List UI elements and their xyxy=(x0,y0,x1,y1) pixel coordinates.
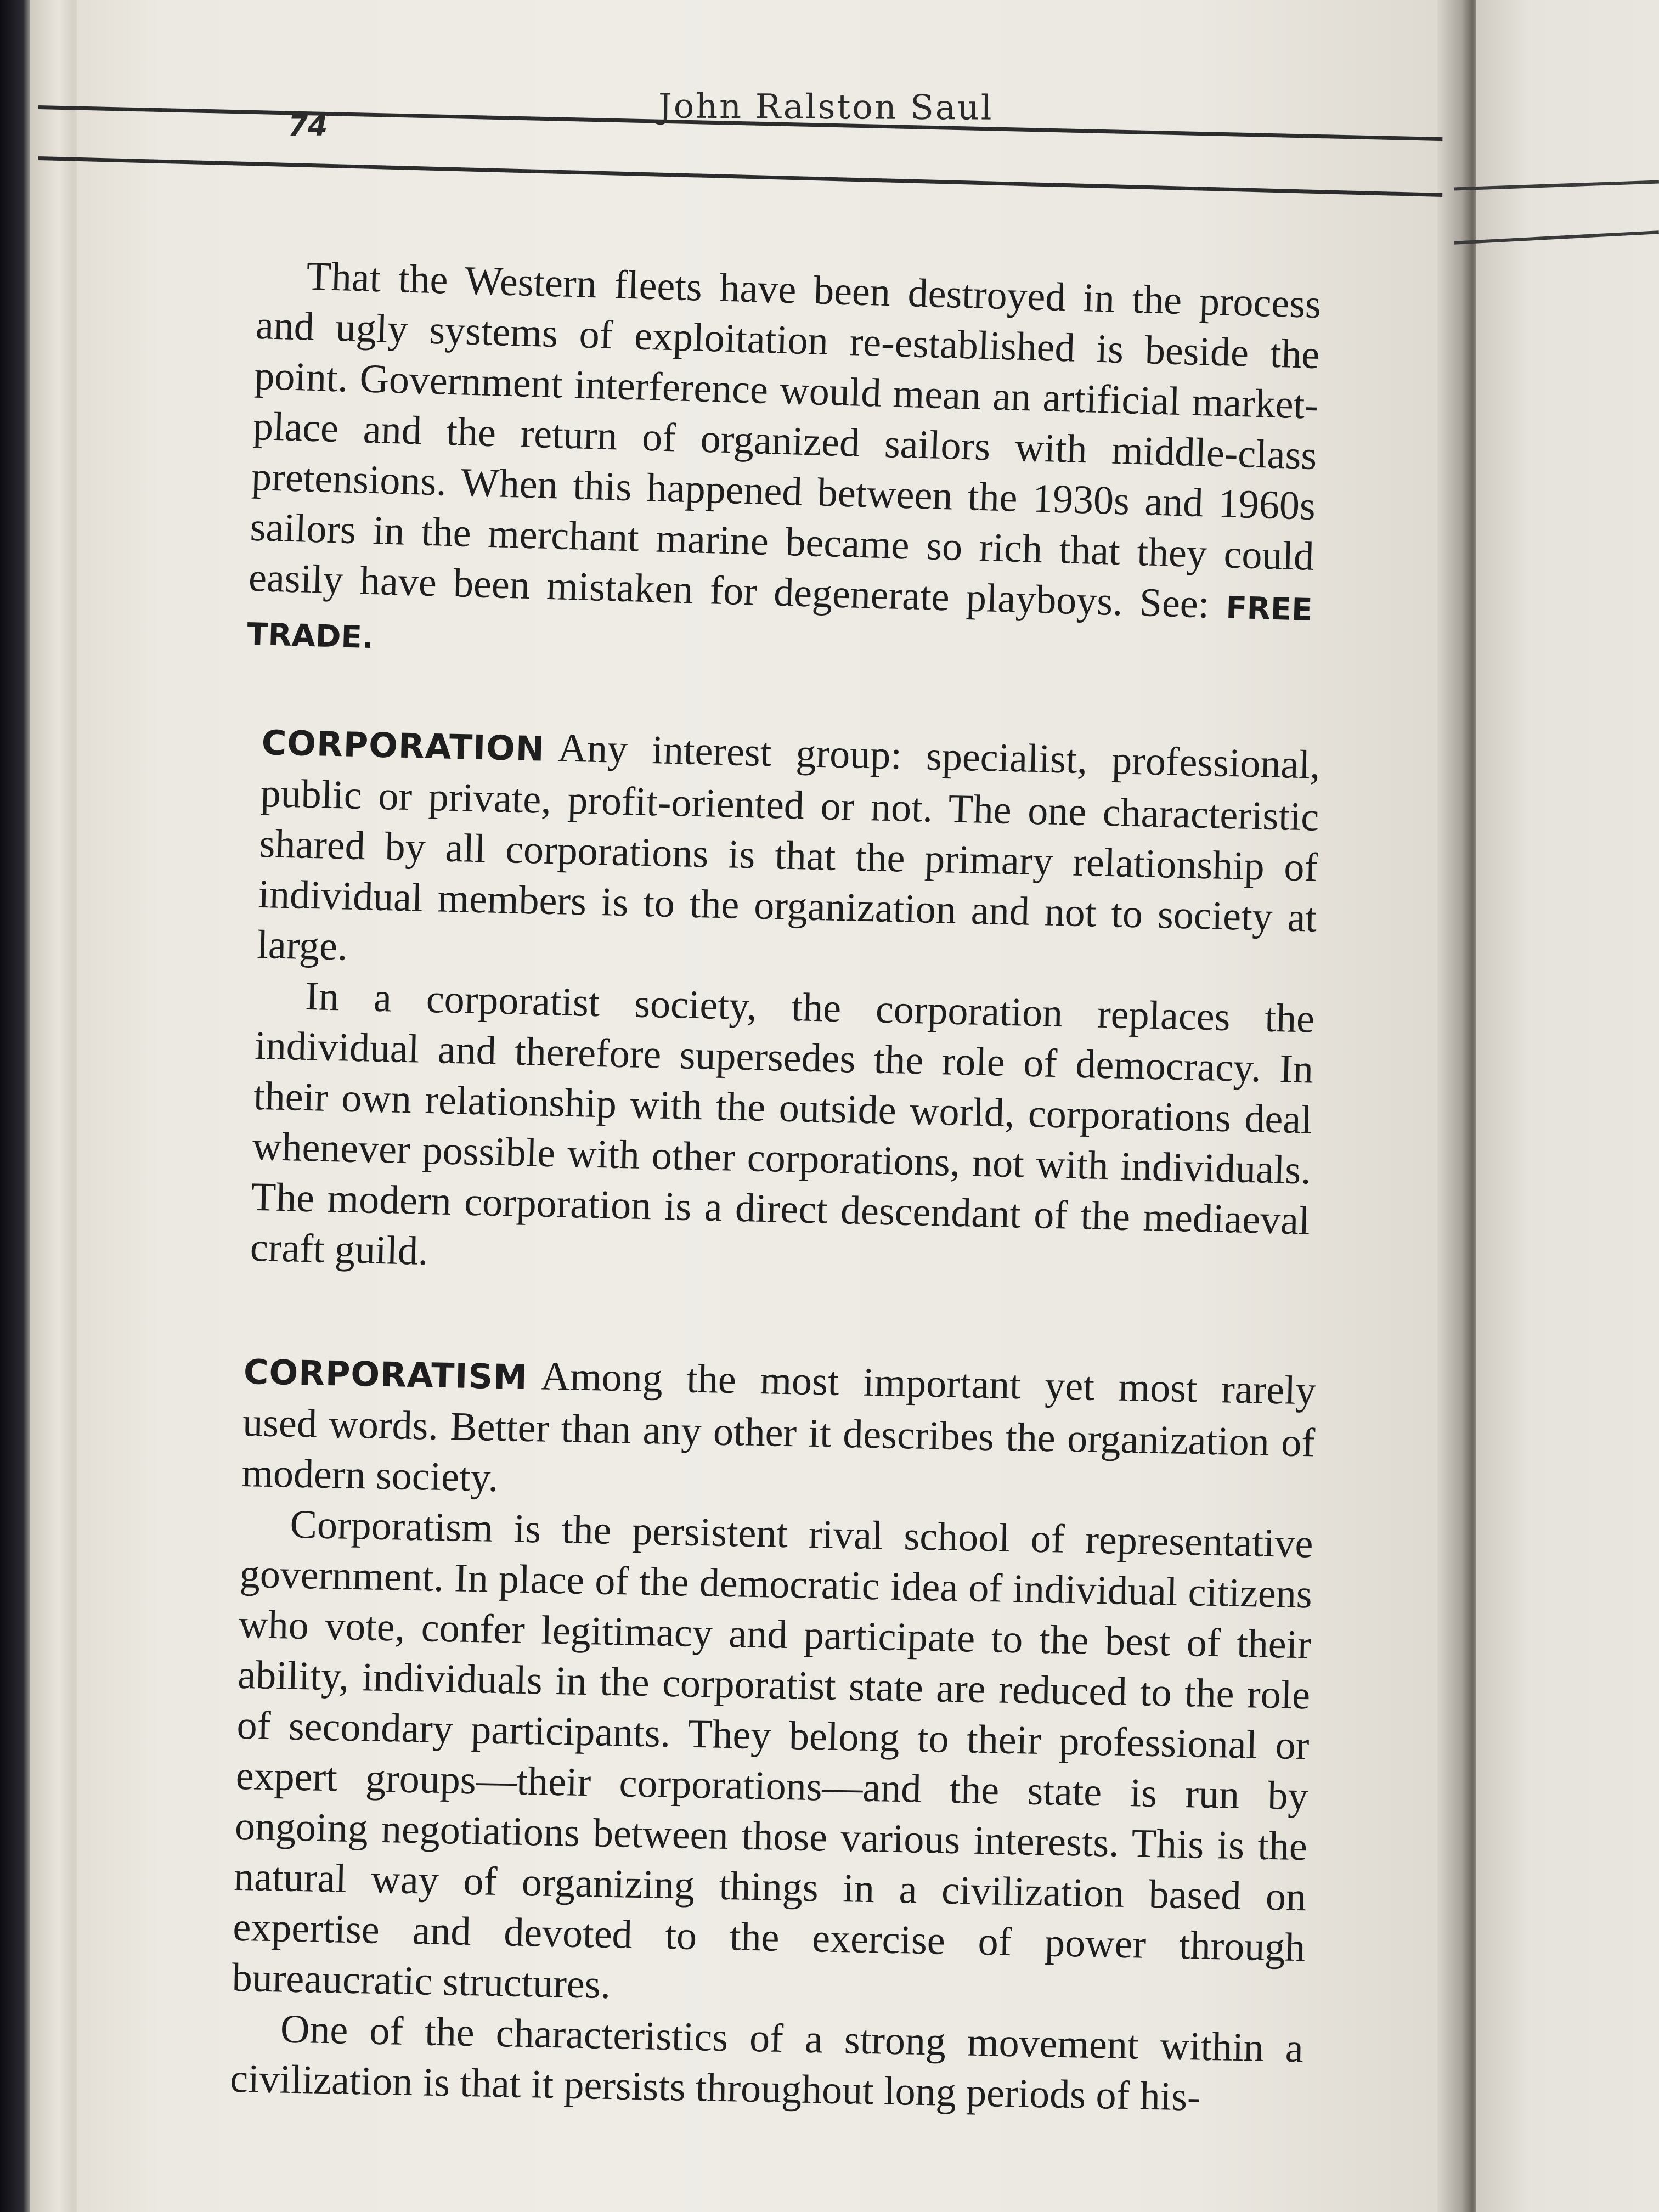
entry-definition-text: Among the most important yet most rarely used words. Better than any other it describes the organization of modern society. xyxy=(241,1353,1317,1500)
entry-headword: CORPORATION xyxy=(261,722,545,769)
entry-corporation xyxy=(250,716,1321,1297)
facing-page xyxy=(1476,0,1659,2212)
continued-paragraph xyxy=(246,250,1322,690)
running-head: John Ralston Saul xyxy=(658,86,994,128)
page-number: 74 xyxy=(288,110,328,143)
entry-corporatism-paragraph: One of the characteristics of a strong movement within a civilization is that it persists throughout long periods of his- xyxy=(229,2006,1304,2120)
continued-paragraph-block xyxy=(246,250,1322,690)
entry-corporatism-paragraph: Corporatism is the persistent rival school of representative government. In place of the democratic idea of individual citizens who vote, confer legitimacy and participate to the best of their ability, individuals in the corporatist state are reduced to the role of secondary participants. They belong to their professional or expert groups—their corporations—and the state is run by ongoing negotiations between those various interests. This is the natural way of organizing things in a civilization based on expertise and devoted to the exercise of power through bureaucratic structures. xyxy=(232,1502,1314,2008)
entry-definition-text: Any interest group: specialist, professional, public or private, profit-oriented or not. The one characteristic shared by all corporations is that the primary relationship of individual members is to the organization and not to society at large. xyxy=(256,725,1321,969)
book-gutter xyxy=(1437,0,1481,2212)
entry-corporation-paragraph: In a corporatist society, the corporation replaces the individual and therefore supersedes the role of democracy. In their own relationship with the outside world, corporations deal whenever possible with other corporations, not with individuals. The modern corporation is a direct descendant of the mediaeval craft guild. xyxy=(250,973,1315,1274)
entry-headword: CORPORATISM xyxy=(243,1351,528,1397)
entry-corporatism xyxy=(229,1345,1316,2124)
see-also-reference: FREE TRADE. xyxy=(246,590,1313,656)
book-background-left xyxy=(0,0,33,2212)
entry-corporatism-definition xyxy=(241,1345,1317,1519)
continued-paragraph-text: That the Western fleets have been destroyed in the process and ugly systems of exploitation re-established is beside the point. Government interference would mean an artificial market-place and the return of organized sailors with middle-class pretensions. When this happened between the 1930s and 1960s sailors in the merchant marine became so rich that they could easily have been mistaken for degenerate playboys. See: xyxy=(248,253,1322,628)
entry-corporation-definition xyxy=(256,716,1321,994)
